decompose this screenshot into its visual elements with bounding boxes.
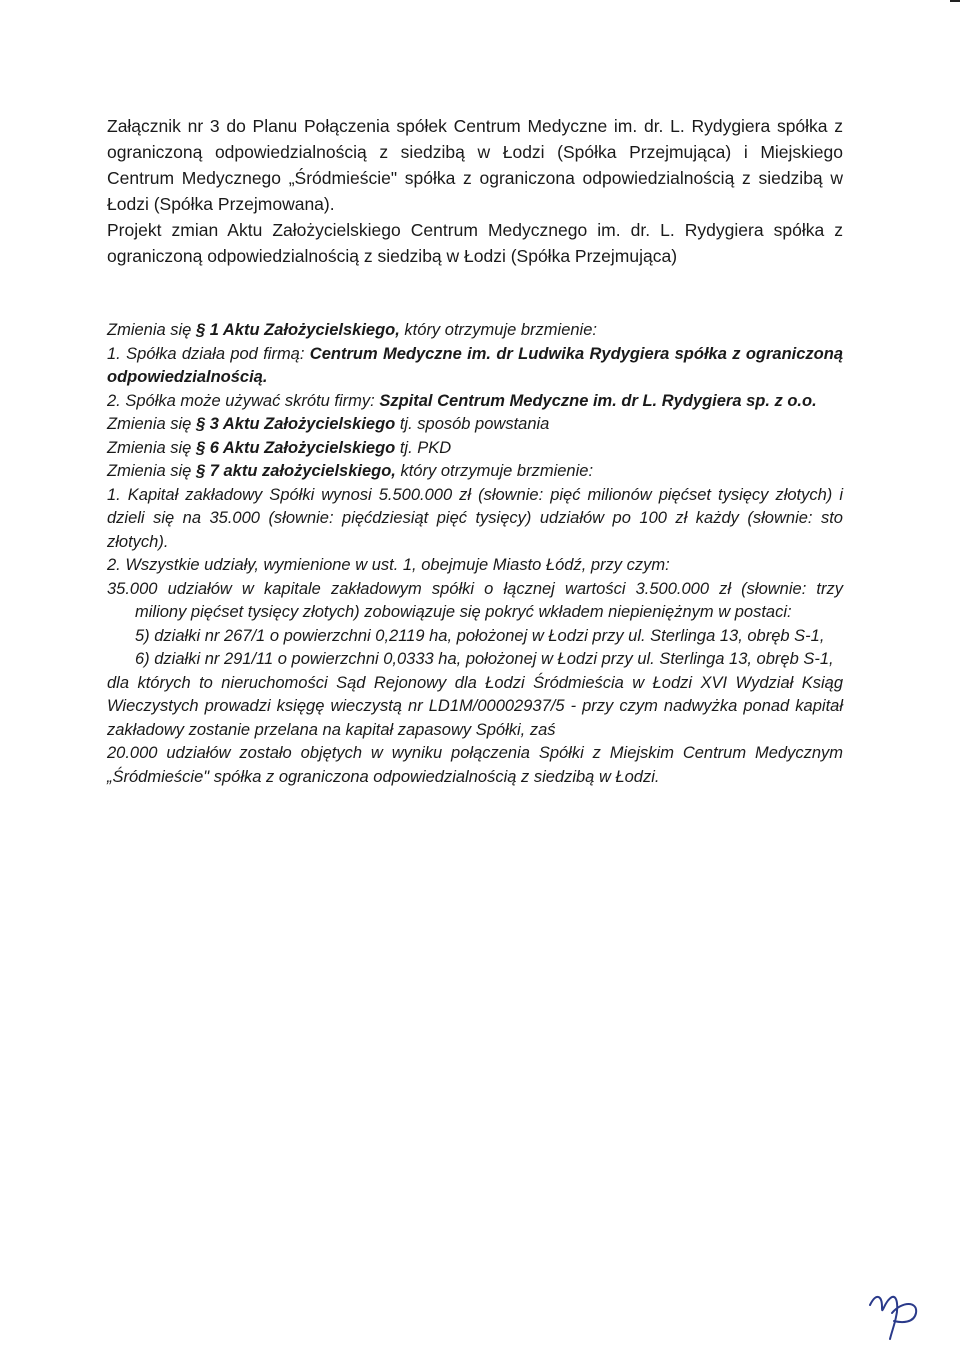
paragraph-company-short: 2. Spółka może używać skrótu firmy: Szpital Centrum Medyczne im. dr L. Rydygiera sp. z o.o. <box>107 391 817 410</box>
paragraph-shares: 2. Wszystkie udziały, wymienione w ust. 1, obejmuje Miasto Łódź, przy czym: <box>107 556 670 574</box>
signature-mark <box>862 1283 932 1343</box>
paragraph-company-name: 1. Spółka działa pod firmą: Centrum Medyczne im. dr Ludwika Rydygiera spółka z ograniczoną odpowiedzialnością. <box>107 344 843 386</box>
document-body <box>107 319 843 789</box>
paragraph-amend-7: Zmienia się § 7 aktu założycielskiego, który otrzymuje brzmienie: <box>107 462 594 480</box>
paragraph-merger-shares: 20.000 udziałów zostało objętych w wyniku połączenia Spółki z Miejskim Centrum Medycznym „Śródmieście" spółka z ograniczona odpowiedzialnością z siedzibą w Łodzi. <box>107 744 843 786</box>
paragraph-capital: 1. Kapitał zakładowy Spółki wynosi 5.500.000 zł (słownie: pięć milionów pięćset tysięcy złotych) i dzieli się na 35.000 (słownie: pięćdziesiąt pięć tysięcy) udziałów po 100 zł każdy (słownie: sto złotych). <box>107 485 843 551</box>
paragraph-amend-1: Zmienia się § 1 Aktu Założycielskiego, który otrzymuje brzmienie: <box>107 321 597 339</box>
paragraph-amend-6: Zmienia się § 6 Aktu Założycielskiego tj. PKD <box>107 438 452 457</box>
scan-edge-mark <box>950 0 960 2</box>
paragraph-amend-3: Zmienia się § 3 Aktu Założycielskiego tj. sposób powstania <box>107 415 550 433</box>
list-item-plot-267: 5) działki nr 267/1 o powierzchni 0,2119 ha, położonej w Łodzi przy ul. Sterlinga 13, obręb S-1, <box>135 626 825 645</box>
paragraph-shares-contribution-rest: miliony pięćset tysięcy złotych) zobowiązuje się pokryć wkładem niepieniężnym w postaci: <box>135 603 792 621</box>
document-page <box>107 113 843 789</box>
attachment-title: Załącznik nr 3 do Planu Połączenia spółek Centrum Medyczne im. dr. L. Rydygiera spółka z ograniczoną odpowiedzialnością z siedzibą w Łodzi (Spółka Przejmująca) i Miejskiego Centrum Medycznego „Śródmieście" spółka z ograniczona odpowiedzialnością z siedzibą w Łodzi (Spółka Przejmowana). <box>107 116 843 214</box>
paragraph-shares-contribution-first: 35.000 udziałów w kapitale zakładowym spółki o łącznej wartości 3.500.000 zł (słownie: trzy <box>107 579 843 598</box>
list-item-plot-291: 6) działki nr 291/11 o powierzchni 0,0333 ha, położonej w Łodzi przy ul. Sterlinga 13, obręb S-1, <box>135 650 834 668</box>
project-title: Projekt zmian Aktu Założycielskiego Centrum Medycznego im. dr. L. Rydygiera spółka z ograniczoną odpowiedzialnością z siedzibą w Łodzi (Spółka Przejmująca) <box>107 220 843 266</box>
document-header <box>107 113 843 309</box>
paragraph-land-register: dla których to nieruchomości Sąd Rejonowy dla Łodzi Śródmieścia w Łodzi XVI Wydział Ksiąg Wieczystych prowadzi księgę wieczystą nr LD1M/00002937/5 - przy czym nadwyżka ponad kapitał zakładowy zostanie przelana na kapitał zapasowy Spółki, zaś <box>107 673 843 739</box>
